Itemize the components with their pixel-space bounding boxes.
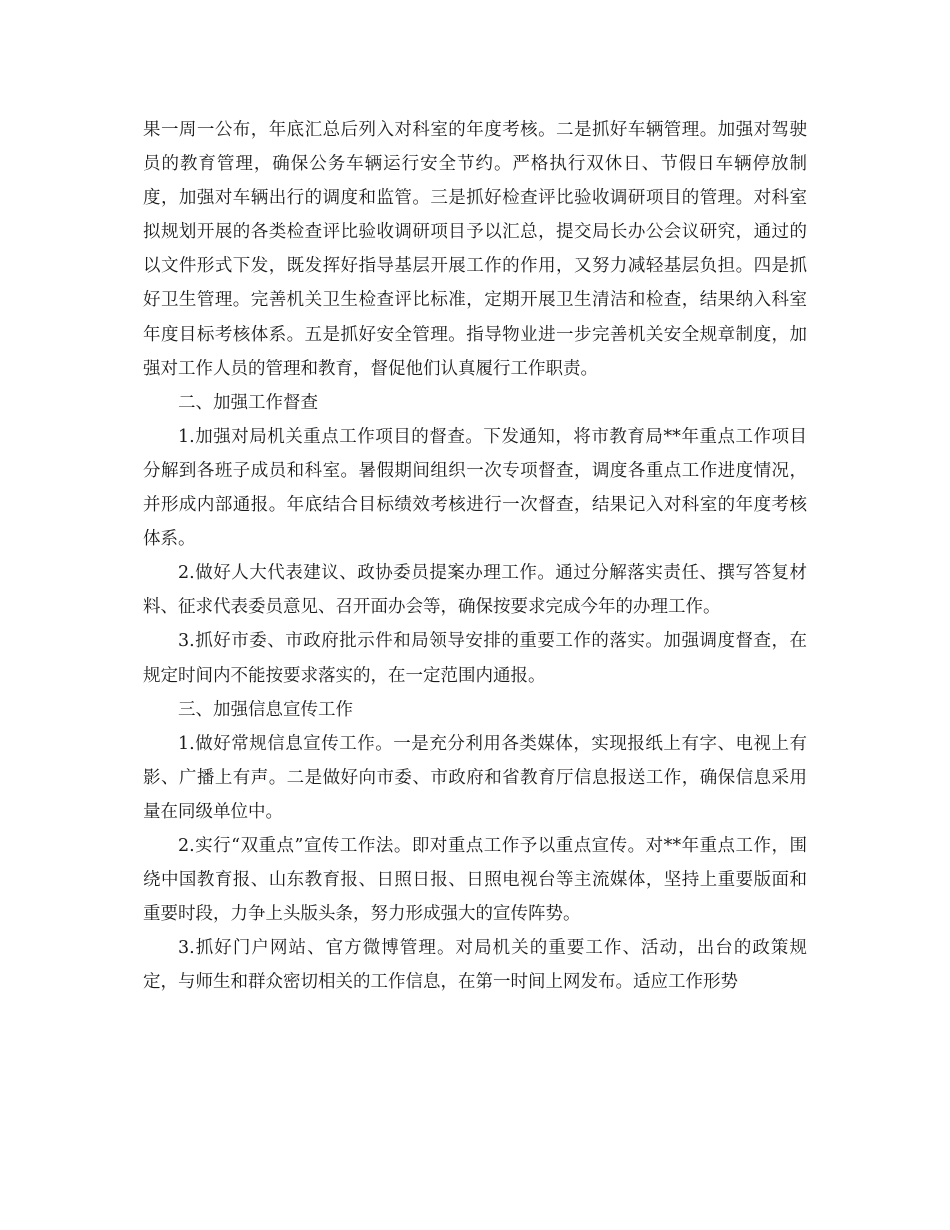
section-heading-publicity: 三、加强信息宣传工作: [178, 699, 353, 720]
paragraph-item: 3.抓好市委、市政府批示件和局领导安排的重要工作的落实。加强调度督查，在规定时间内不能按要求落实的，在一定范围内通报。: [143, 631, 807, 686]
paragraph-continuation: 果一周一公布，年底汇总后列入对科室的年度考核。二是抓好车辆管理。加强对驾驶员的教育管理，确保公务车辆运行安全节约。严格执行双休日、节假日车辆停放制度，加强对车辆出行的调度和监管。三是抓好检查评比验收调研项目的管理。对科室拟规划开展的各类检查评比验收调研项目予以汇总，提交局长办公会议研究，通过的以文件形式下发，既发挥好指导基层开展工作的作用，又努力减轻基层负担。四是抓好卫生管理。完善机关卫生检查评比标准，定期开展卫生清洁和检查，结果纳入科室年度目标考核体系。五是抓好安全管理。指导物业进一步完善机关安全规章制度，加强对工作人员的管理和教育，督促他们认真履行工作职责。: [143, 120, 807, 379]
paragraph-item: 1.加强对局机关重点工作项目的督查。下发通知，将市教育局**年重点工作项目分解到各班子成员和科室。暑假期间组织一次专项督查，调度各重点工作进度情况，并形成内部通报。年底结合目标绩效考核进行一次督查，结果记入对科室的年度考核体系。: [143, 426, 807, 550]
document-body: [143, 113, 807, 999]
paragraph-item: 2.实行“双重点”宣传工作法。即对重点工作予以重点宣传。对**年重点工作，围绕中国教育报、山东教育报、日照日报、日照电视台等主流媒体，坚持上重要版面和重要时段，力争上头版头条，努力形成强大的宣传阵势。: [143, 835, 807, 925]
paragraph-item: 1.做好常规信息宣传工作。一是充分利用各类媒体，实现报纸上有字、电视上有影、广播上有声。二是做好向市委、市政府和省教育厅信息报送工作，确保信息采用量在同级单位中。: [143, 733, 807, 822]
section-heading-supervision: 二、加强工作督查: [178, 392, 318, 413]
paragraph-item: 2.做好人大代表建议、政协委员提案办理工作。通过分解落实责任、撰写答复材料、征求代表委员意见、召开面办会等，确保按要求完成今年的办理工作。: [143, 563, 807, 618]
paragraph-item: 3.抓好门户网站、官方微博管理。对局机关的重要工作、活动，出台的政策规定，与师生和群众密切相关的工作信息，在第一时间上网发布。适应工作形势: [143, 938, 807, 993]
